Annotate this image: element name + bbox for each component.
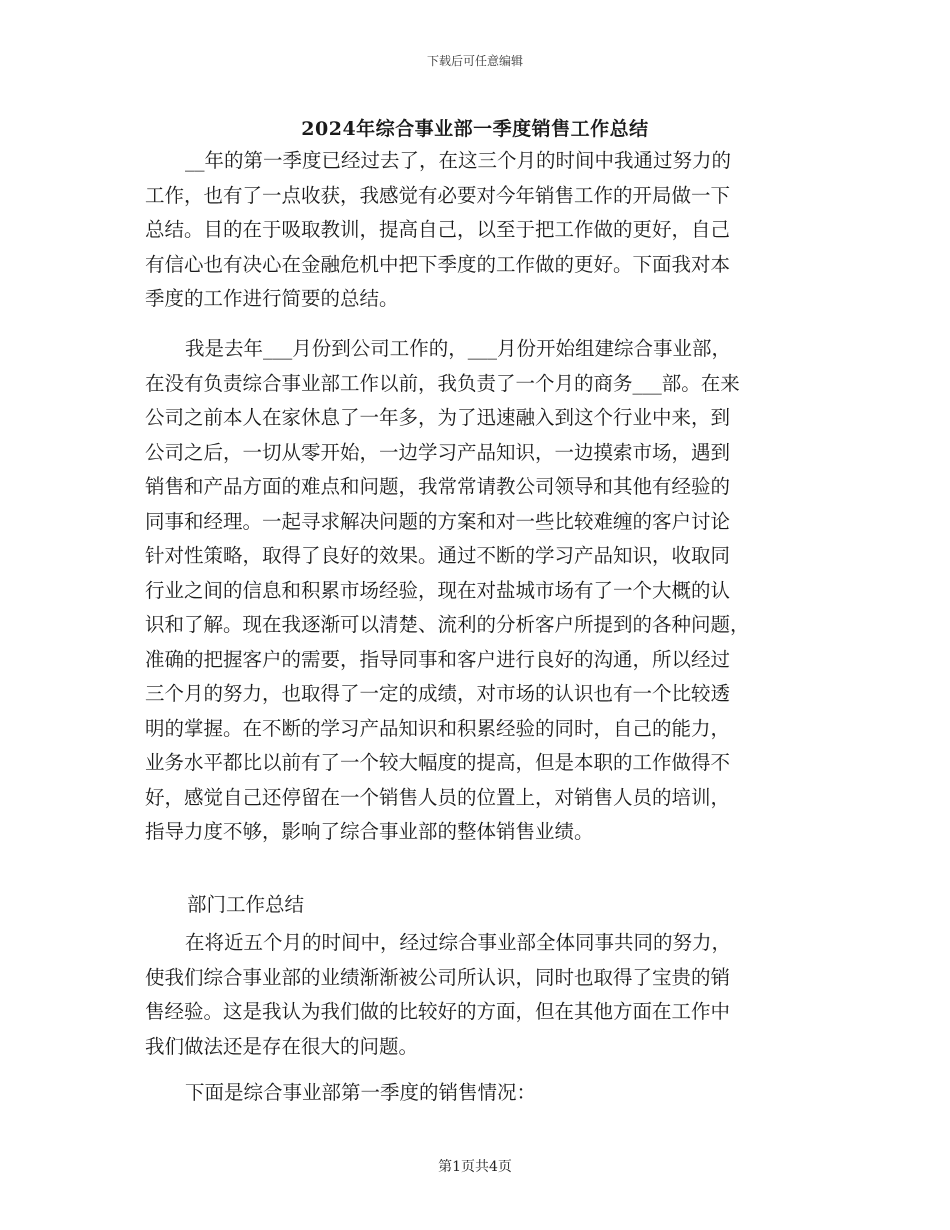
text-line: 有信心也有决心在金融危机中把下季度的工作做的更好。下面我对本	[145, 252, 731, 276]
text-line: 在没有负责综合事业部工作以前，我负责了一个月的商务___部。在来	[145, 371, 740, 395]
text-line: 使我们综合事业部的业绩渐渐被公司所认识，同时也取得了宝贵的销	[145, 965, 731, 989]
section-heading-department-summary	[145, 888, 807, 923]
paragraph-sales-intro	[145, 1076, 807, 1111]
text-line: 识和了解。现在我逐渐可以清楚、流利的分析客户所提到的各种问题，	[145, 613, 750, 636]
text-line: 明的掌握。在不断的学习产品知识和积累经验的同时，自己的能力，	[145, 716, 731, 740]
text-line: 三个月的努力，也取得了一定的成绩，对市场的认识也有一个比较透	[145, 682, 731, 705]
text-line: 指导力度不够，影响了综合事业部的整体销售业绩。	[145, 820, 594, 843]
text-line: 工作，也有了一点收获，我感觉有必要对今年销售工作的开局做一下	[145, 183, 731, 207]
paragraph-department-work	[145, 926, 807, 1064]
text-line: 公司之后，一切从零开始，一边学习产品知识，一边摸索市场，遇到	[145, 440, 731, 464]
text-line: 总结。目的在于吸取教训，提高自己，以至于把工作做的更好，自己	[145, 218, 731, 241]
text-line: 准确的把握客户的需要，指导同事和客户进行良好的沟通，所以经过	[145, 647, 731, 671]
paragraph-personal-work	[145, 332, 807, 850]
text-line: 针对性策略，取得了良好的效果。通过不断的学习产品知识，收取同	[145, 544, 731, 567]
text-line: 同事和经理。一起寻求解决问题的方案和对一些比较难缠的客户讨论	[145, 509, 731, 533]
text-line: 季度的工作进行简要的总结。	[145, 287, 399, 310]
text-line: 售经验。这是我认为我们做的比较好的方面，但在其他方面在工作中	[145, 1000, 731, 1023]
text-line: 我是去年___月份到公司工作的，___月份开始组建综合事业部，	[185, 337, 732, 360]
text-line: 好，感觉自己还停留在一个销售人员的位置上，对销售人员的培训，	[145, 785, 731, 809]
text-line: __年的第一季度已经过去了，在这三个月的时间中我通过努力的	[185, 149, 732, 172]
text-line: 我们做法还是存在很大的问题。	[145, 1034, 419, 1058]
text-line: 销售和产品方面的难点和问题，我常常请教公司领导和其他有经验的	[145, 475, 731, 498]
text-line: 在将近五个月的时间中，经过综合事业部全体同事共同的努力，	[185, 931, 732, 954]
text-line: 行业之间的信息和积累市场经验，现在对盐城市场有了一个大概的认	[145, 578, 731, 602]
text-line: 公司之前本人在家休息了一年多，为了迅速融入到这个行业中来，到	[145, 406, 731, 429]
document-title: 2024年综合事业部一季度销售工作总结	[301, 118, 649, 140]
page-footer: 第1页共4页	[438, 1159, 512, 1175]
section-heading: 部门工作总结	[187, 893, 305, 916]
paragraph-intro	[145, 144, 807, 317]
text-line: 下面是综合事业部第一季度的销售情况：	[185, 1081, 537, 1104]
text-line: 业务水平都比以前有了一个较大幅度的提高，但是本职的工作做得不	[145, 751, 731, 774]
header-note: 下载后可任意编辑	[426, 54, 523, 68]
